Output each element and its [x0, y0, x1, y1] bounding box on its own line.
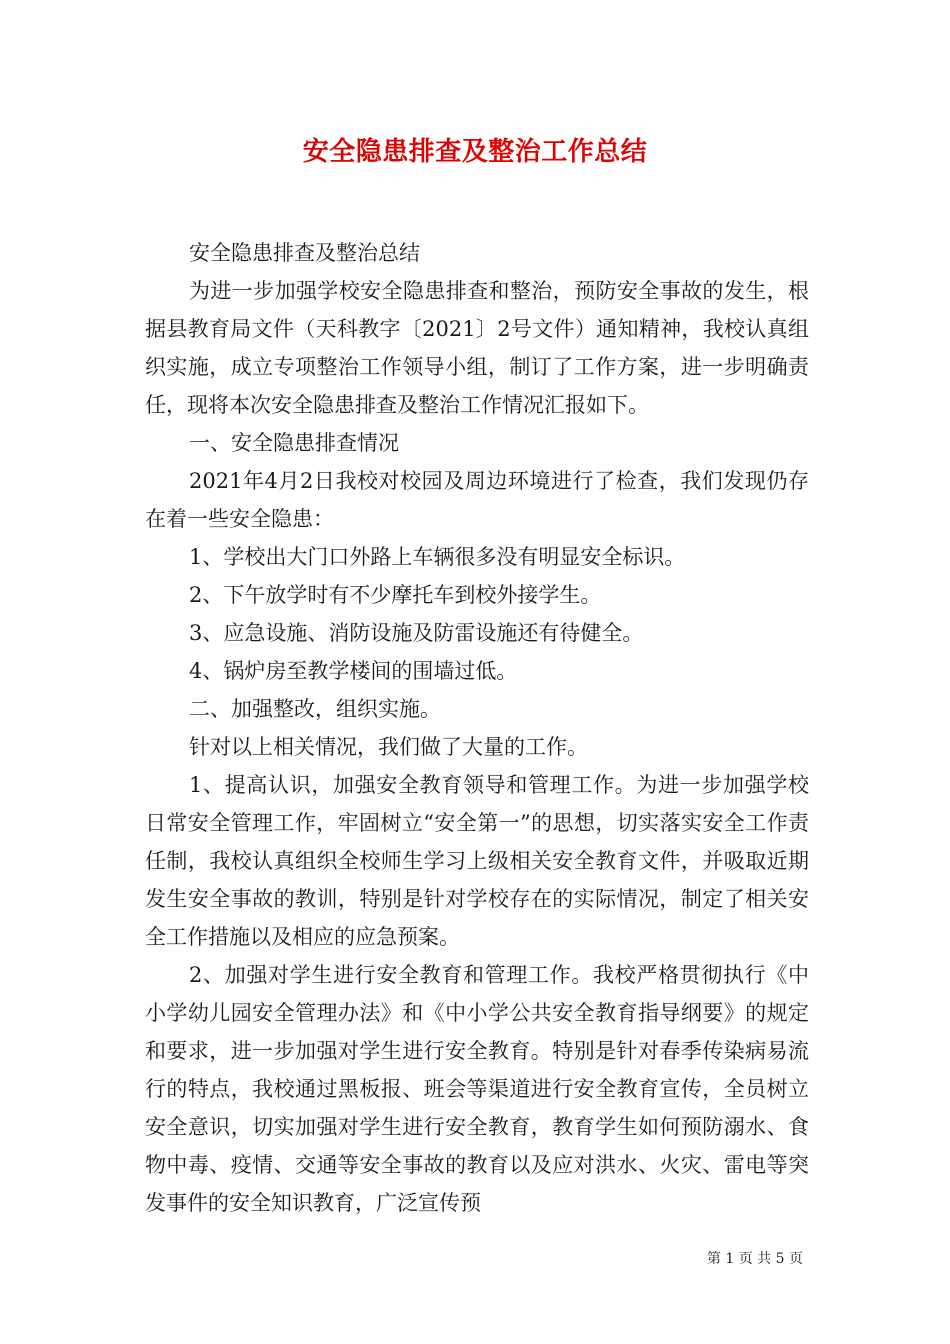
section-heading-2: 二、加强整改，组织实施。: [189, 697, 441, 721]
section-heading-1: 一、安全隐患排查情况: [189, 431, 399, 455]
subtitle-paragraph: 安全隐患排查及整治总结: [189, 241, 420, 265]
measure-paragraph-2: 2、加强对学生进行安全教育和管理工作。我校严格贯彻执行《中小学幼儿园安全管理办法》和《中小学公共安全教育指导纲要》的规定和要求，进一步加强对学生进行安全教育。特别是针对春季传染病易流行的特点，我校通过黑板报、班会等渠道进行安全教育宣传，全员树立安全意识，切实加强对学生进行安全教育，教育学生如何预防溺水、食物中毒、疫情、交通等安全事故的教育以及应对洪水、火灾、雷电等突发事件的安全知识教育，广泛宣传预: [145, 963, 809, 1215]
hazard-item-4: 4、锅炉房至教学楼间的围墙过低。: [189, 659, 518, 683]
hazard-item-2: 2、下午放学时有不少摩托车到校外接学生。: [189, 583, 602, 607]
work-summary-paragraph: 针对以上相关情况，我们做了大量的工作。: [189, 735, 588, 759]
intro-paragraph: 为进一步加强学校安全隐患排查和整治，预防安全事故的发生，根据县教育局文件（天科教字〔2021〕2号文件）通知精神，我校认真组织实施，成立专项整治工作领导小组，制订了工作方案，进一步明确责任，现将本次安全隐患排查及整治工作情况汇报如下。: [145, 279, 809, 417]
document-title: 安全隐患排查及整治工作总结: [302, 137, 648, 167]
document-body: [145, 234, 809, 1222]
hazard-item-3: 3、应急设施、消防设施及防雷设施还有待健全。: [189, 621, 644, 645]
inspection-paragraph: 2021年4月2日我校对校园及周边环境进行了检查，我们发现仍存在着一些安全隐患：: [145, 469, 809, 531]
page-number: 第 1 页 共 5 页: [706, 1251, 803, 1267]
hazard-item-1: 1、学校出大门口外路上车辆很多没有明显安全标识。: [189, 545, 686, 569]
measure-paragraph-1: 1、提高认识，加强安全教育领导和管理工作。为进一步加强学校日常安全管理工作，牢固树立“安全第一”的思想，切实落实安全工作责任制，我校认真组织全校师生学习上级相关安全教育文件，并吸取近期发生安全事故的教训，特别是针对学校存在的实际情况，制定了相关安全工作措施以及相应的应急预案。: [145, 773, 809, 949]
